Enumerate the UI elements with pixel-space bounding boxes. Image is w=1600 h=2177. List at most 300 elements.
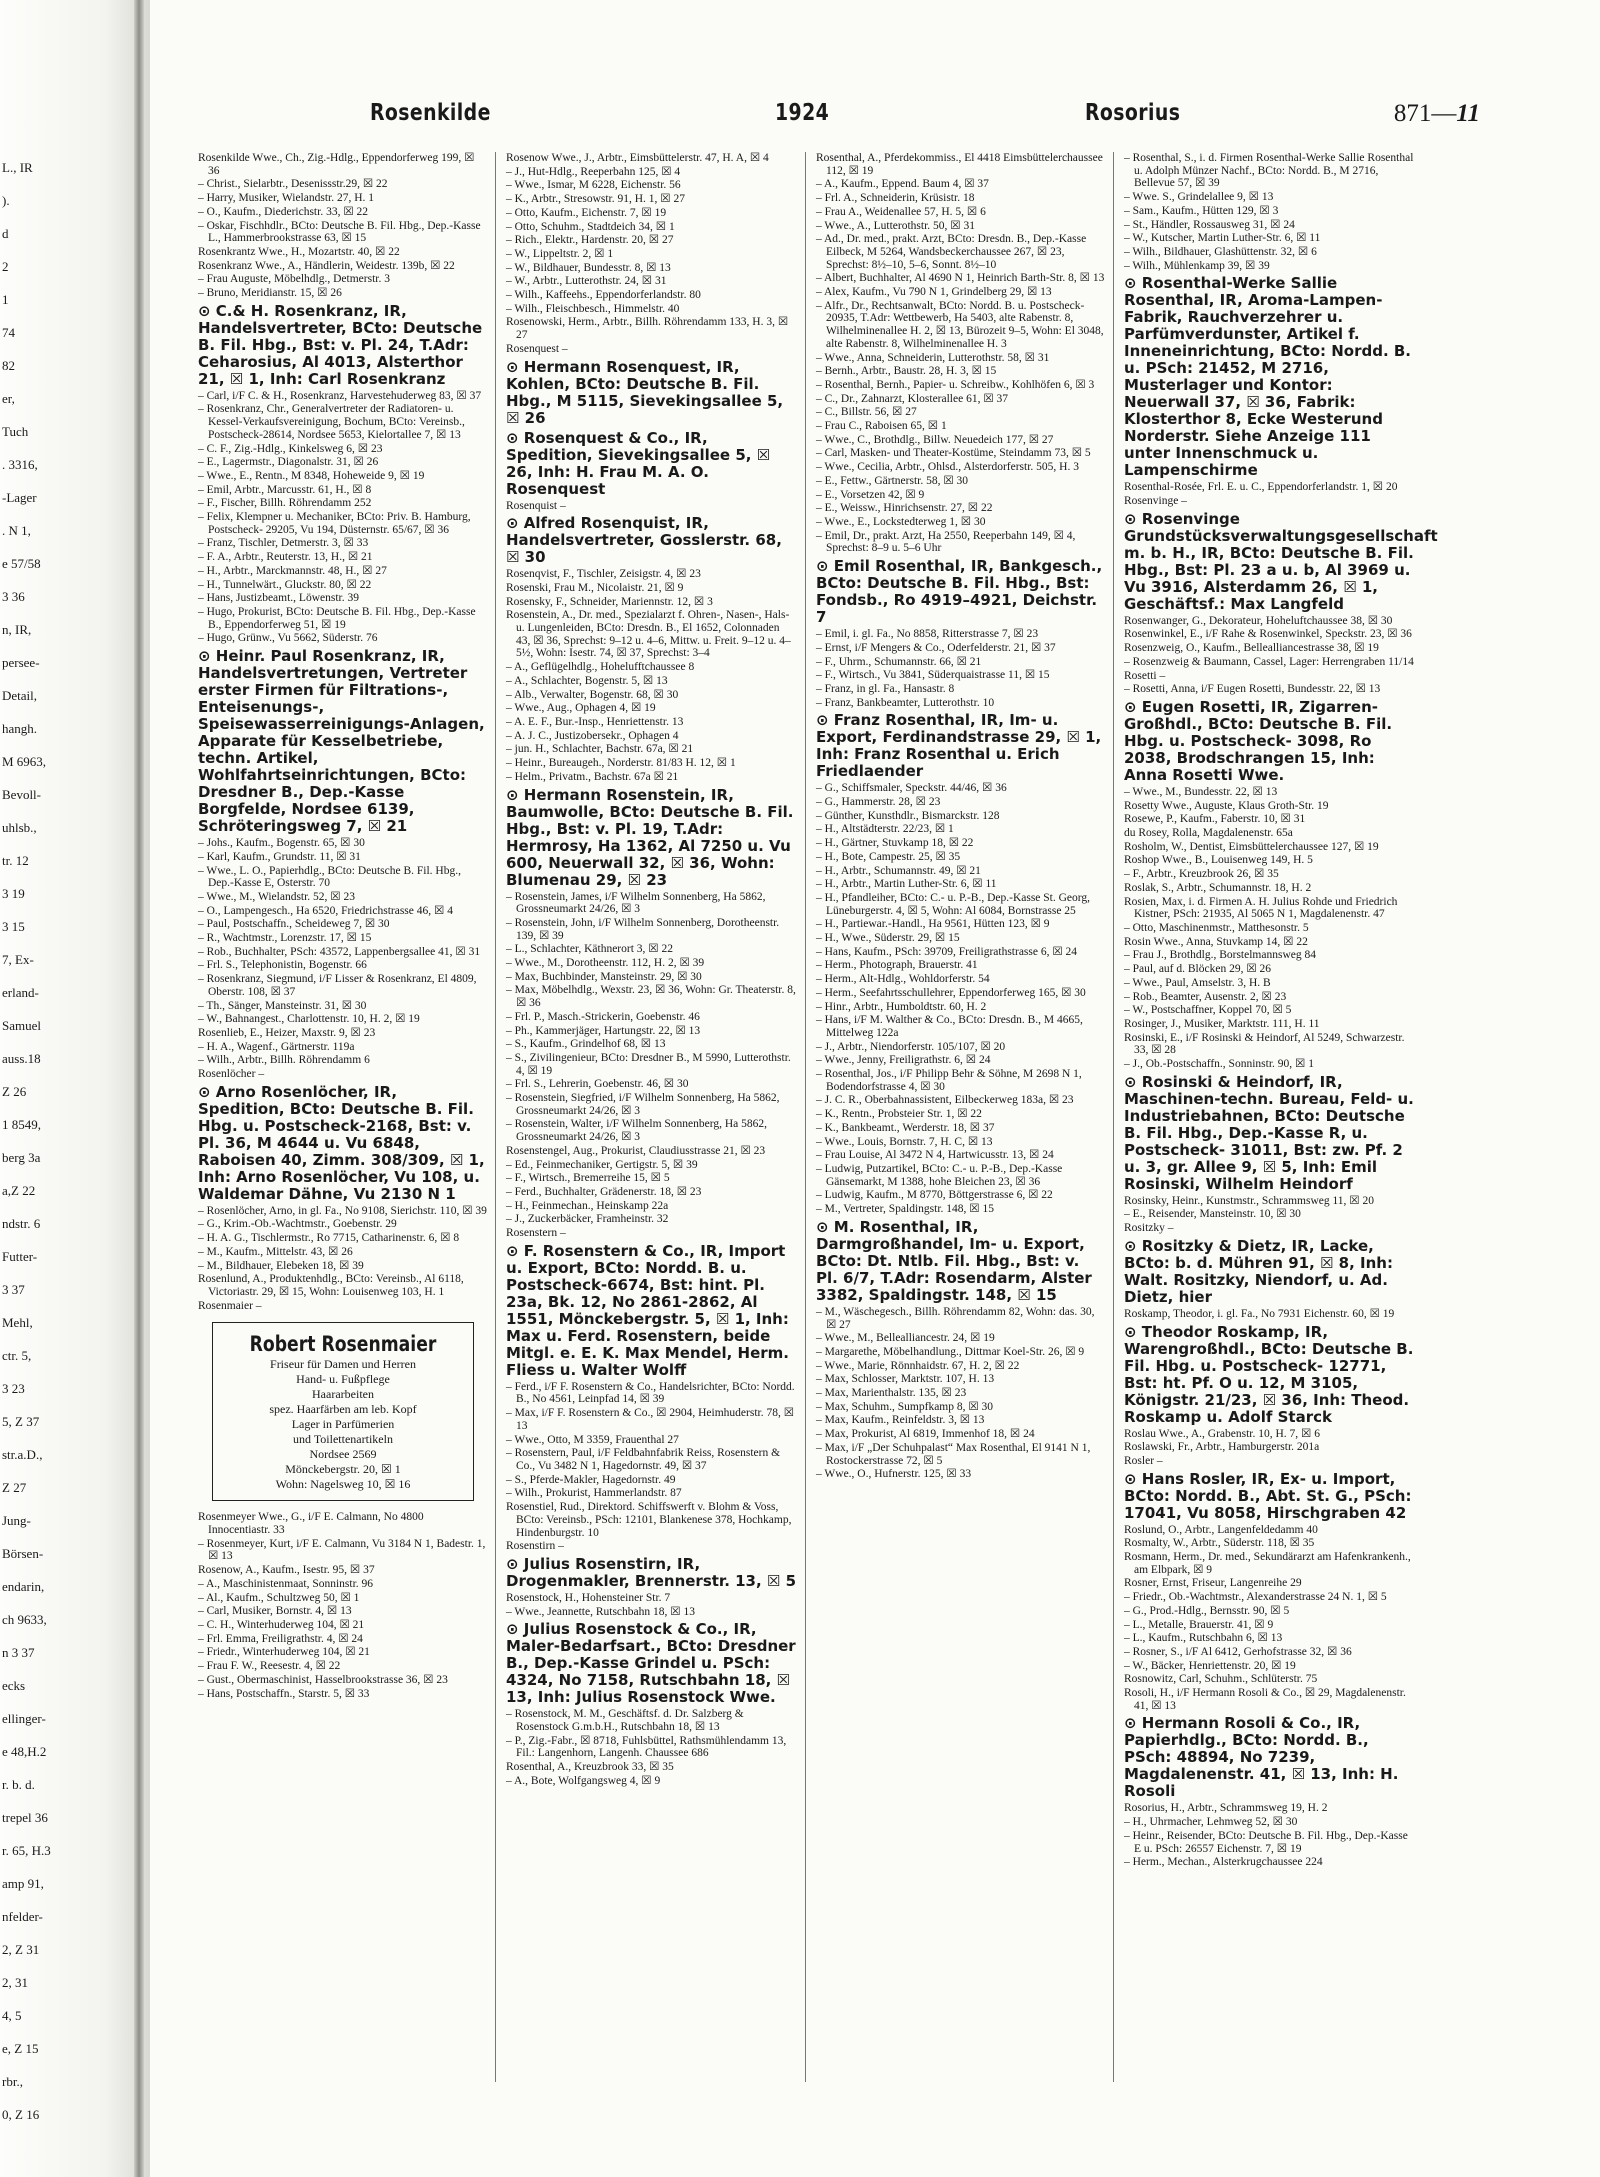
directory-entry: – Otto, Maschinenmstr., Matthesonstr. 5 xyxy=(1124,921,1309,934)
directory-entry: – A. E. F., Bur.-Insp., Henriettenstr. 13 xyxy=(506,715,684,728)
directory-entry: – A., Bote, Wolfgangsweg 4, ☒ 9 xyxy=(506,1774,661,1787)
directory-entry: – F. A., Arbtr., Reuterstr. 13, H., ☒ 21 xyxy=(198,551,373,564)
directory-entry: – Rosenthal, Jos., i/F Philipp Behr & Söhne, M 2698 N 1, Bodendorfstrasse 4, ☒ 30 xyxy=(816,1068,1082,1093)
directory-entry: – O., Kaufm., Diederichstr. 33, ☒ 22 xyxy=(198,205,369,218)
directory-entry: Rosenstock, H., Hohensteiner Str. 7 xyxy=(506,1591,671,1604)
directory-entry: – Herm., Alt-Hdlg., Wohldorferstr. 54 xyxy=(816,973,990,986)
directory-entry: – Frau C., Raboisen 65, ☒ 1 xyxy=(816,420,947,433)
directory-entry: Rosler – xyxy=(1124,1454,1163,1467)
directory-entry: Rosenquist – xyxy=(506,499,566,512)
directory-entry: Rosmann, Herm., Dr. med., Sekundärarzt am Hafenkrankenh., am Elbpark, ☒ 9 xyxy=(1124,1551,1411,1576)
directory-entry: – S., Kaufm., Grindelhof 68, ☒ 13 xyxy=(506,1038,666,1051)
gutter-fragment: tr. 12 xyxy=(2,853,29,868)
directory-entry: – Rob., Buchhalter, PSch: 43572, Lappenbergsallee 41, ☒ 31 xyxy=(198,945,481,958)
gutter-fragment: 1 xyxy=(2,292,9,307)
gutter-fragment: auss.18 xyxy=(2,1051,41,1066)
directory-entry: – F., Wirtsch., Bremerreihe 15, ☒ 5 xyxy=(506,1172,670,1185)
gutter-fragment: r. b. d. xyxy=(2,1777,35,1792)
firm-entry: ⊙ Alfred Rosenquist, IR, Handelsvertreter, Gosslerstr. 68, ☒ 30 xyxy=(506,514,782,567)
directory-entry: – Rosenstein, James, i/F Wilhelm Sonnenberg, Ha 5862, Grossneumarkt 24/26, ☒ 3 xyxy=(506,890,766,916)
directory-entry: – Herm., Seefahrtsschullehrer, Eppendorferweg 165, ☒ 30 xyxy=(816,986,1086,999)
gutter-fragment: r. 65, H.3 xyxy=(2,1843,51,1858)
directory-entry: – Rosner, S., i/F Al 6412, Gerhofstrasse 32, ☒ 36 xyxy=(1124,1645,1352,1658)
gutter-fragment: Mehl, xyxy=(2,1315,33,1330)
directory-entry: – Carl, Musiker, Bornstr. 4, ☒ 13 xyxy=(198,1605,352,1618)
gutter-fragment: hangh. xyxy=(2,721,38,736)
gutter-fragment: e, Z 15 xyxy=(2,2041,39,2056)
directory-entry: – Max, i/F „Der Schuhpalast“ Max Rosenthal, El 9141 N 1, Rostockerstrasse 72, ☒ 5 xyxy=(816,1441,1091,1467)
directory-entry: – Wwe., M., Dorotheenstr. 112, H. 2, ☒ 39 xyxy=(506,957,705,970)
gutter-fragment: amp 91, xyxy=(2,1876,44,1891)
directory-column-2 xyxy=(506,152,796,1789)
firm-entry: ⊙ Rosinski & Heindorf, IR, Maschinen-techn. Bureau, Feld- u. Industriebahnen, BCto: Deutsche B. Fil. Hbg., Dep.-Kasse R, u. Postscheck- 31011, Bst: zw. Pf. 2 u. 3, gr. Allee 9, ☒ 5, Inh: Emil Rosinski, Wilhelm Heindorf xyxy=(1124,1072,1414,1193)
directory-entry: Rosenkranz Wwe., A., Händlerin, Weidestr. 139b, ☒ 22 xyxy=(198,259,455,272)
directory-entry: Rosenkilde Wwe., Ch., Zig.-Hdlg., Eppendorferweg 199, ☒ 36 xyxy=(198,152,475,177)
directory-entry: – S., Zivilingenieur, BCto: Dresdner B., M 5990, Lutterothstr. 4, ☒ 19 xyxy=(506,1051,791,1077)
directory-entry: – Rob., Beamter, Ausenstr. 2, ☒ 23 xyxy=(1124,990,1287,1003)
directory-entry: – Ph., Kammerjäger, Hartungstr. 22, ☒ 13 xyxy=(506,1024,701,1037)
gutter-fragment: 1 8549, xyxy=(2,1117,41,1132)
firm-entry: ⊙ Rosenvinge Grundstücksverwaltungsgesellschaft m. b. H., IR, BCto: Deutsche B. Fil. Hbg., Bst: Pl. 23 a u. b, Al 3969 u. Vu 3916, Alsterdamm 26, ☒ 1, Geschäftsf.: Max Langfeld xyxy=(1124,509,1438,613)
directory-entry: – O., Lampengesch., Ha 6520, Friedrichstrasse 46, ☒ 4 xyxy=(198,904,453,917)
directory-entry: – G., Krim.-Ob.-Wachtmstr., Goebenstr. 29 xyxy=(198,1218,397,1231)
directory-entry: – Wwe., A., Lutterothstr. 50, ☒ 31 xyxy=(816,219,975,232)
page-number: 871—11 xyxy=(1393,100,1480,127)
directory-entry: – Max, i/F F. Rosenstern & Co., ☒ 2904, Heimhuderstr. 78, ☒ 13 xyxy=(506,1407,795,1432)
gutter-fragment: uhlsb., xyxy=(2,820,37,835)
gutter-fragment: 2, Z 31 xyxy=(2,1942,40,1957)
directory-entry: – Ludwig, Kaufm., M 8770, Böttgerstrasse 6, ☒ 22 xyxy=(816,1189,1053,1202)
directory-entry: – Rosetti, Anna, i/F Eugen Rosetti, Bundesstr. 22, ☒ 13 xyxy=(1124,683,1381,696)
gutter-fragment: Z 26 xyxy=(2,1084,27,1099)
directory-entry: – K., Rentn., Probsteier Str. 1, ☒ 22 xyxy=(816,1108,982,1121)
directory-entry: Roslawski, Fr., Arbtr., Hamburgerstr. 201a xyxy=(1124,1441,1320,1454)
directory-entry: – H. A. G., Tischlermstr., Ro 7715, Catharinenstr. 6, ☒ 8 xyxy=(198,1232,460,1245)
directory-entry: – H., Arbtr., Martin Luther-Str. 6, ☒ 11 xyxy=(816,878,997,891)
advertisement-box xyxy=(212,1322,474,1501)
advertisement-line: Lager in Parfümerien xyxy=(291,1417,395,1432)
firm-entry: ⊙ Rositzky & Dietz, IR, Lacke, BCto: b. d. Mühren 91, ☒ 8, Inh: Walt. Rositzky, Niendorf, u. Ad. Dietz, hier xyxy=(1124,1236,1393,1306)
directory-entry: Rosnowitz, Carl, Schuhm., Schlüterstr. 75 xyxy=(1124,1673,1318,1686)
advertisement-line: Haararbeiten xyxy=(312,1387,374,1402)
directory-entry: – K., Arbtr., Stresowstr. 91, H. 1, ☒ 27 xyxy=(506,193,685,206)
gutter-fragment: 2 xyxy=(2,259,9,274)
directory-entry: Rosien, Max, i. d. Firmen A. H. Julius Rohde und Friedrich Kistner, PSch: 21935, Al 5065 N 1, Magdalenenstr. 47 xyxy=(1124,895,1398,921)
directory-entry: – Friedr., Ob.-Wachtmstr., Alexanderstrasse 24 N. 1, ☒ 5 xyxy=(1124,1591,1387,1604)
directory-entry: – W., Kutscher, Martin Luther-Str. 6, ☒ 11 xyxy=(1124,232,1321,245)
directory-entry: – Rich., Elektr., Hardenstr. 20, ☒ 27 xyxy=(506,234,674,247)
advertisement-title: Robert Rosenmaier xyxy=(249,1332,437,1357)
directory-entry: – Max, Kaufm., Reinfeldstr. 3, ☒ 13 xyxy=(816,1414,985,1427)
directory-entry: – Ed., Feinmechaniker, Gertigstr. 5, ☒ 39 xyxy=(506,1158,698,1171)
directory-entry: – F., Wirtsch., Vu 3841, Süderquaistrasse 11, ☒ 15 xyxy=(816,669,1050,682)
directory-entry: – Rosenkranz, Chr., Generalvertreter der Radiatoren- u. Kessel-Verkaufsvereinigung, Bochum, BCto: Vereinsb., Postscheck-28614, Nordsee 5653, Kielortallee 7, ☒ 13 xyxy=(198,403,465,441)
running-header xyxy=(160,100,1480,140)
directory-entry: Rosner, Ernst, Friseur, Langenreihe 29 xyxy=(1124,1577,1302,1590)
directory-entry: – Wilh., Fleischbesch., Himmelstr. 40 xyxy=(506,302,680,315)
directory-entry: – A., Kaufm., Eppend. Baum 4, ☒ 37 xyxy=(816,178,989,191)
directory-entry: – Frl. Emma, Freiligrathstr. 4, ☒ 24 xyxy=(198,1632,363,1645)
directory-entry: – Otto, Kaufm., Eichenstr. 7, ☒ 19 xyxy=(506,206,667,219)
firm-entry: ⊙ Heinr. Paul Rosenkranz, IR, Handelsvertretungen, Vertreter erster Firmen für Filtrations-, Enteisenungs-, Speisewasserreinigungs-Anlagen, Apparate für Kesselbetriebe, techn. Artikel, Wohlfahrtseinrichtungen, BCto: Dresdner B., Dep.-Kasse Borgfelde, Nordsee 6139, Schröteringsweg 7, ☒ 21 xyxy=(198,647,485,836)
directory-entry: du Rosey, Rolla, Magdalenenstr. 65a xyxy=(1124,827,1293,840)
directory-entry: – Wwe., E., Lockstedterweg 1, ☒ 30 xyxy=(816,515,986,528)
directory-entry: – A. J. C., Justizobersekr., Ophagen 4 xyxy=(506,729,679,742)
directory-entry: – Carl, Masken- und Theater-Kostüme, Steindamm 73, ☒ 5 xyxy=(816,447,1091,460)
directory-entry: – E., Reisender, Mansteinstr. 10, ☒ 30 xyxy=(1124,1208,1301,1221)
directory-entry: – H., Arbtr., Schumannstr. 49, ☒ 21 xyxy=(816,864,981,877)
directory-entry: – H., Arbtr., Marckmannstr. 48, H., ☒ 27 xyxy=(198,564,387,577)
directory-entry: – Wwe., Cecilia, Arbtr., Ohlsd., Alsterdorferstr. 505, H. 3 xyxy=(816,461,1079,474)
directory-entry: – Carl, i/F C. & H., Rosenkranz, Harvestehuderweg 83, ☒ 37 xyxy=(198,389,482,402)
gutter-fragment: 3 23 xyxy=(2,1381,25,1396)
directory-entry: – W., Bäcker, Henriettenstr. 20, ☒ 19 xyxy=(1124,1659,1296,1672)
directory-entry: – Wwe., Aug., Ophagen 4, ☒ 19 xyxy=(506,702,656,715)
gutter-fragment: Samuel xyxy=(2,1018,41,1033)
gutter-fragment: Futter- xyxy=(2,1249,38,1264)
directory-entry: – W., Bahnangest., Charlottenstr. 10, H. 2, ☒ 19 xyxy=(198,1013,420,1026)
directory-entry: – Hans, Kaufm., PSch: 39709, Freiligrathstrasse 6, ☒ 24 xyxy=(816,945,1078,958)
directory-entry: – Frl. A., Schneiderin, Krüsistr. 18 xyxy=(816,192,975,205)
gutter-fragment: ellinger- xyxy=(2,1711,46,1726)
directory-entry: – Rosenthal, S., i. d. Firmen Rosenthal-Werke Sallie Rosenthal u. Adolph Münzer Nachf., BCto: Nordd. B., M 2716, Bellevue 57, ☒ 39 xyxy=(1124,152,1414,190)
directory-entry: – Max, Prokurist, Al 6819, Immenhof 18, ☒ 24 xyxy=(816,1428,1035,1441)
directory-entry: – G., Schiffsmaler, Speckstr. 44/46, ☒ 36 xyxy=(816,782,1007,795)
directory-entry: – L., Metalle, Brauerstr. 41, ☒ 9 xyxy=(1124,1618,1274,1631)
directory-entry: – Wilh., Arbtr., Billh. Röhrendamm 6 xyxy=(198,1054,370,1067)
gutter-fragment: 3 19 xyxy=(2,886,25,901)
gutter-fragment: e 48,H.2 xyxy=(2,1744,47,1759)
gutter-fragment: ecks xyxy=(2,1678,26,1693)
directory-entry: – Heinr., Reisender, BCto: Deutsche B. Fil. Hbg., Dep.-Kasse E u. PSch: 26557 Eichenstr. 7, ☒ 19 xyxy=(1124,1829,1408,1855)
directory-entry: – Sam., Kaufm., Hütten 129, ☒ 3 xyxy=(1124,204,1279,217)
directory-entry: Rosenmeyer Wwe., G., i/F E. Calmann, No 4800 Innocentiastr. 33 xyxy=(198,1511,424,1537)
gutter-fragment: Z 27 xyxy=(2,1480,27,1495)
directory-entry: – Wwe., M., Bundesstr. 22, ☒ 13 xyxy=(1124,785,1278,798)
directory-entry: – jun. H., Schlachter, Bachstr. 67a, ☒ 21 xyxy=(506,743,694,756)
directory-entry: – Wwe., M., Bellealliancestr. 24, ☒ 19 xyxy=(816,1332,995,1345)
directory-entry: – A., Schlachter, Bogenstr. 5, ☒ 13 xyxy=(506,674,668,687)
directory-entry: Rosenthal-Rosée, Frl. E. u. C., Eppendorferlandstr. 1, ☒ 20 xyxy=(1124,481,1398,494)
directory-entry: Rosenqvist, F., Tischler, Zeisigstr. 4, ☒ 23 xyxy=(506,568,701,581)
directory-entry: – Rosenstein, Siegfried, i/F Wilhelm Sonnenberg, Ha 5862, Grossneumarkt 24/26, ☒ 3 xyxy=(506,1092,780,1117)
directory-entry: Rosinski, E., i/F Rosinski & Heindorf, Al 5249, Schwarzestr. 33, ☒ 28 xyxy=(1124,1031,1405,1057)
gutter-fragment: Detail, xyxy=(2,688,38,703)
directory-entry: Rositzky – xyxy=(1124,1222,1174,1235)
directory-entry: – Wwe., E., Rentn., M 8348, Hoheweide 9, ☒ 19 xyxy=(198,469,425,482)
directory-entry: – Frl. S., Lehrerin, Goebenstr. 46, ☒ 30 xyxy=(506,1078,689,1091)
gutter-fragment: Börsen- xyxy=(2,1546,44,1561)
gutter-fragment: 74 xyxy=(2,325,15,340)
directory-entry: – C. H., Winterhuderweg 104, ☒ 21 xyxy=(198,1619,365,1631)
directory-entry: – M., Vertreter, Spaldingstr. 148, ☒ 15 xyxy=(816,1203,994,1216)
directory-entry: – Franz, Tischler, Detmerstr. 3, ☒ 33 xyxy=(198,537,369,550)
firm-entry: ⊙ Rosenthal-Werke Sallie Rosenthal, IR, Aroma-Lampen-Fabrik, Rauchverzehrer u. Parfümverdunster, Artikel f. Inneneinrichtung, BCto: Nordd. B. u. PSch: 21452, M 2716, Musterlager und Kontor: Neuerwall 37, ☒ 36, Fabrik: Klosterthor 8, Ecke Westerund Norderstr. Siehe Anzeige 111 unter Innenschmuck u. Lampenschirme xyxy=(1124,274,1411,480)
column-rule xyxy=(805,152,806,2082)
directory-entry: – Rosenstock, M. M., Geschäftsf. d. Dr. Salzberg & Rosenstock G.m.b.H., Rutschbahn 18, ☒ 13 xyxy=(506,1708,744,1734)
firm-entry: ⊙ Julius Rosenstock & Co., IR, Maler-Bedarfsart., BCto: Dresdner B., Dep.-Kasse Grindel u. PSch: 4324, No 7158, Rutschbahn 18, ☒ 13, Inh: Julius Rosenstock Wwe. xyxy=(506,1620,796,1707)
book-spine xyxy=(134,0,144,2177)
directory-entry: Rosetti – xyxy=(1124,669,1166,682)
directory-entry: Rosenstirn – xyxy=(506,1540,564,1553)
firm-entry: ⊙ Theodor Roskamp, IR, Warengroßhdl., BCto: Deutsche B. Fil. Hbg. u. Postscheck- 12771, Bst: ht. Pf. O u. 12, M 3105, Königstr. 21/23, ☒ 36, Inh: Theod. Roskamp u. Adolf Starck xyxy=(1124,1322,1414,1426)
directory-entry: – Hugo, Prokurist, BCto: Deutsche B. Fil. Hbg., Dep.-Kasse B., Eppendorferweg 51, ☒ 19 xyxy=(198,605,476,631)
directory-entry: – E., Vorsetzen 42, ☒ 9 xyxy=(816,488,925,501)
directory-entry: Rosenstiel, Rud., Direktord. Schiffswerft v. Blohm & Voss, BCto: Vereinsb., PSch: 12101, Blankenese 378, Hochkamp, Hindenburgstr. 10 xyxy=(506,1501,792,1539)
advertisement-line: Hand- u. Fußpflege xyxy=(296,1372,390,1387)
gutter-fragment: persee- xyxy=(2,655,40,670)
directory-column-1 xyxy=(198,152,488,1701)
gutter-fragment: erland- xyxy=(2,985,39,1000)
firm-entry: ⊙ Emil Rosenthal, IR, Bankgesch., BCto: Deutsche B. Fil. Hbg., Bst: Fondsb., Ro 4919–4921, Deichstr. 7 xyxy=(816,557,1103,627)
directory-entry: – Wwe., Marie, Rönnhaidstr. 67, H. 2, ☒ 22 xyxy=(816,1359,1020,1372)
gutter-fragment: ). xyxy=(2,193,10,208)
directory-entry: – W., Arbtr., Lutterothstr. 24, ☒ 31 xyxy=(506,275,667,288)
gutter-fragment: n, IR, xyxy=(2,622,32,637)
directory-entry: – F., Fischer, Billh. Röhrendamm 252 xyxy=(198,497,372,510)
directory-entry: – L., Schlachter, Käthnerort 3, ☒ 22 xyxy=(506,943,673,956)
advertisement-line: Nordsee 2569 xyxy=(309,1447,377,1462)
directory-entry: Rosoli, H., i/F Hermann Rosoli & Co., ☒ 29, Magdalenenstr. 41, ☒ 13 xyxy=(1124,1687,1406,1712)
header-year: 1924 xyxy=(775,100,830,126)
gutter-fragment: nfelder- xyxy=(2,1909,43,1924)
directory-entry: – E., Lagermstr., Diagonalstr. 31, ☒ 26 xyxy=(198,456,379,469)
directory-entry: – Al., Kaufm., Schultzweg 50, ☒ 1 xyxy=(198,1591,360,1604)
firm-entry: ⊙ Julius Rosenstirn, IR, Drogenmakler, Brennerstr. 13, ☒ 5 xyxy=(506,1554,797,1590)
directory-entry: – H., Partiewar.-Handl., Ha 9561, Hütten 123, ☒ 9 xyxy=(816,918,1050,931)
directory-entry: – Hugo, Grünw., Vu 5662, Süderstr. 76 xyxy=(198,632,378,645)
header-left-word: Rosenkilde xyxy=(370,100,491,126)
directory-entry: – Bernh., Arbtr., Baustr. 28, H. 3, ☒ 15 xyxy=(816,365,997,378)
gutter-fragment: er, xyxy=(2,391,15,406)
gutter-fragment: trepel 36 xyxy=(2,1810,48,1825)
directory-entry: – S., Pferde-Makler, Hagedornstr. 49 xyxy=(506,1473,676,1486)
directory-entry: – Herm., Mechan., Alsterkrugchaussee 224 xyxy=(1124,1856,1323,1869)
gutter-fragment: e 57/58 xyxy=(2,556,41,571)
directory-entry: Rosenlund, A., Produktenhdlg., BCto: Vereinsb., Al 6118, Victoriastr. 29, ☒ 15, Wohn: Louisenweg 103, H. 1 xyxy=(198,1273,464,1298)
directory-entry: – Gust., Obermaschinist, Hasselbrookstrasse 36, ☒ 23 xyxy=(198,1673,448,1686)
directory-entry: – H., Altstädterstr. 22/23, ☒ 1 xyxy=(816,823,954,836)
directory-entry: – Rosenmeyer, Kurt, i/F E. Calmann, Vu 3184 N 1, Badestr. 1, ☒ 13 xyxy=(198,1537,486,1563)
directory-entry: – Wilh., Bildhauer, Glashüttenstr. 32, ☒ 6 xyxy=(1124,245,1317,258)
advertisement-line: spez. Haarfärben am leb. Kopf xyxy=(269,1402,417,1417)
directory-entry: – E., Fettw., Gärtnerstr. 58, ☒ 30 xyxy=(816,474,969,487)
gutter-fragment: . N 1, xyxy=(2,523,31,538)
directory-entry: – Frl. S., Telephonistin, Bogenstr. 66 xyxy=(198,959,367,972)
directory-entry: – Wwe., O., Hufnerstr. 125, ☒ 33 xyxy=(816,1468,972,1481)
directory-entry: Rosenkrantz Wwe., H., Mozartstr. 40, ☒ 22 xyxy=(198,245,400,258)
directory-entry: – Albert, Buchhalter, Al 4690 N 1, Heinrich Barth-Str. 8, ☒ 13 xyxy=(816,272,1105,285)
directory-entry: – Wwe., L. O., Papierhdlg., BCto: Deutsche B. Fil. Hbg., Dep.-Kasse E, Osterstr. 70 xyxy=(198,864,461,890)
directory-entry: – G., Prod.-Hdlg., Bernsstr. 90, ☒ 5 xyxy=(1124,1604,1290,1617)
directory-entry: – Christ., Sielarbtr., Desenissstr.29, ☒ 22 xyxy=(198,178,388,191)
directory-entry: Rosenow, A., Kaufm., Isestr. 95, ☒ 37 xyxy=(198,1564,375,1577)
gutter-fragment: 3 15 xyxy=(2,919,25,934)
directory-entry: – P., Zig.-Fabr., ☒ 8718, Fuhlsbüttel, Rathsmühlendamm 13, Fil.: Langenhorn, Langenh. Chaussee 686 xyxy=(506,1734,787,1760)
directory-entry: – H., Pfandleiher, BCto: C.- u. P.-B., Dep.-Kasse St. Georg, Lüneburgerstr. 4, ☒ 5, Wohn: Al 6084, Bornstrasse 25 xyxy=(816,891,1091,917)
firm-entry: ⊙ Arno Rosenlöcher, IR, Spedition, BCto: Deutsche B. Fil. Hbg. u. Postscheck-2168, Bst: v. Pl. 36, M 4644 u. Vu 6848, Raboisen 40, Zimm. 308/309, ☒ 1, Inh: Arno Rosenlöcher, Vu 108, u. Waldemar Dähne, Vu 2130 N 1 xyxy=(198,1082,485,1203)
directory-entry: – Emil, i. gl. Fa., No 8858, Ritterstrasse 7, ☒ 23 xyxy=(816,628,1039,641)
gutter-fragment: str.a.D., xyxy=(2,1447,43,1462)
gutter-fragment: 0, Z 16 xyxy=(2,2107,40,2122)
firm-entry: ⊙ M. Rosenthal, IR, Darmgroßhandel, Im- u. Export, BCto: Dt. Ntlb. Fil. Hbg., Bst: v. Pl. 6/7, T.Adr: Rosendarm, Alster 3382, Spaldingstr. 148, ☒ 15 xyxy=(816,1217,1092,1304)
directory-entry: – St., Händler, Rossausweg 31, ☒ 24 xyxy=(1124,218,1295,231)
directory-entry: – Frl. P., Masch.-Strickerin, Goebenstr. 46 xyxy=(506,1010,700,1023)
directory-entry: – Oskar, Fischhdlr., BCto: Deutsche B. Fil. Hbg., Dep.-Kasse L., Hammerbrookstrasse 63, ☒ 15 xyxy=(198,219,481,245)
directory-entry: – Margarethe, Möbelhandlung., Dittmar Koel-Str. 26, ☒ 9 xyxy=(816,1345,1085,1358)
directory-entry: – Max, Buchbinder, Mansteinstr. 29, ☒ 30 xyxy=(506,970,702,983)
directory-entry: – Wwe., Jenny, Freiligrathstr. 6, ☒ 24 xyxy=(816,1054,991,1067)
directory-entry: – Wwe., Jeannette, Rutschbahn 18, ☒ 13 xyxy=(506,1605,695,1618)
directory-entry: – Rosenthal, Bernh., Papier- u. Schreibw., Kohlhöfen 6, ☒ 3 xyxy=(816,378,1095,391)
directory-entry: – Ferd., i/F F. Rosenstern & Co., Handelsrichter, BCto: Nordd. B., No 4561, Leinpfad 14, ☒ 39 xyxy=(506,1380,795,1406)
directory-entry: Rosenvinge – xyxy=(1124,495,1187,508)
directory-entry: Rosenthal, A., Pferdekommiss., El 4418 Eimsbüttelerchaussee 112, ☒ 19 xyxy=(816,152,1103,177)
directory-entry: – H. A., Wagenf., Gärtnerstr. 119a xyxy=(198,1040,355,1053)
directory-entry: – H., Gärtner, Stuvkamp 18, ☒ 22 xyxy=(816,837,974,850)
directory-entry: Rosetty Wwe., Auguste, Klaus Groth-Str. 19 xyxy=(1124,799,1329,812)
directory-entry: – Th., Sänger, Mansteinstr. 31, ☒ 30 xyxy=(198,999,367,1012)
directory-entry: – J., Zuckerbäcker, Framheinstr. 32 xyxy=(506,1213,669,1226)
gutter-fragment: ctr. 5, xyxy=(2,1348,32,1363)
firm-entry: ⊙ Eugen Rosetti, IR, Zigarren-Großhdl., BCto: Deutsche B. Fil. Hbg. u. Postscheck- 3098, Ro 2038, Brodschrangen 15, Inh: Anna Rosetti Wwe. xyxy=(1124,697,1393,784)
gutter-fragment: L., IR xyxy=(2,160,33,175)
directory-entry: – Karl, Kaufm., Grundstr. 11, ☒ 31 xyxy=(198,850,361,863)
directory-entry: – Rosenstein, John, i/F Wilhelm Sonnenberg, Dorotheenstr. 139, ☒ 39 xyxy=(506,916,780,942)
directory-entry: – Max, Schlosser, Marktstr. 107, H. 13 xyxy=(816,1373,995,1386)
directory-entry: – Harry, Musiker, Wielandstr. 27, H. 1 xyxy=(198,192,375,205)
directory-entry: – Günther, Kunsthdlr., Bismarckstr. 128 xyxy=(816,809,1000,822)
directory-entry: Rosinsky, Heinr., Kunstmstr., Schrammsweg 11, ☒ 20 xyxy=(1124,1194,1374,1207)
directory-entry: – W., Postschaffner, Koppel 70, ☒ 5 xyxy=(1124,1004,1292,1017)
column-rule xyxy=(495,152,496,2082)
directory-entry: – Frau Auguste, Möbelhdlg., Detmerstr. 3 xyxy=(198,273,390,286)
directory-entry: Rosenow Wwe., J., Arbtr., Eimsbüttelerstr. 47, H. A, ☒ 4 xyxy=(506,152,769,164)
directory-entry: – Frau F. W., Reesestr. 4, ☒ 22 xyxy=(198,1660,341,1673)
gutter-fragment: 3 37 xyxy=(2,1282,25,1297)
directory-entry: – Rosenstern, Paul, i/F Feldbahnfabrik Reiss, Rosenstern & Co., Vu 3482 N 1, Hagedornstr. 49, ☒ 37 xyxy=(506,1447,781,1472)
directory-entry: Rosenzweig, O., Kaufm., Bellealliancestrasse 38, ☒ 19 xyxy=(1124,642,1379,655)
gutter-fragment: M 6963, xyxy=(2,754,47,769)
directory-entry: – H., Feinmechan., Heinskamp 22a xyxy=(506,1199,669,1212)
firm-entry: ⊙ Franz Rosenthal, IR, Im- u. Export, Ferdinandstrasse 29, ☒ 1, Inh: Franz Rosenthal u. Erich Friedlaender xyxy=(816,711,1102,781)
gutter-fragment: 5, Z 37 xyxy=(2,1414,40,1429)
directory-entry: – A., Maschinistenmaat, Sonninstr. 96 xyxy=(198,1577,374,1590)
directory-entry: – H., Tunnelwärt., Gluckstr. 80, ☒ 22 xyxy=(198,578,372,591)
directory-entry: – C., Dr., Zahnarzt, Klosterallee 61, ☒ 37 xyxy=(816,392,1009,405)
directory-entry: – M., Wäschegesch., Billh. Röhrendamm 82, Wohn: das. 30, ☒ 27 xyxy=(816,1305,1095,1331)
directory-entry: Rosenquest – xyxy=(506,342,568,355)
directory-entry: – Wwe., Otto, M 3359, Frauenthal 27 xyxy=(506,1433,679,1446)
directory-entry: Roskamp, Theodor, i. gl. Fa., No 7931 Eichenstr. 60, ☒ 19 xyxy=(1124,1307,1395,1320)
directory-entry: – Paul, Postschaffn., Scheideweg 7, ☒ 30 xyxy=(198,918,390,931)
directory-entry: Rosenthal, A., Kreuzbrook 33, ☒ 35 xyxy=(506,1761,674,1774)
directory-entry: – W., Lippeltstr. 2, ☒ 1 xyxy=(506,247,614,260)
directory-entry: Rosenlöcher – xyxy=(198,1068,265,1081)
firm-entry: ⊙ C.& H. Rosenkranz, IR, Handelsvertreter, BCto: Deutsche B. Fil. Hbg., Bst: v. Pl. 24, T.Adr: Ceharosius, Al 4013, Alsterthor 21, ☒ 1, Inh: Carl Rosenkranz xyxy=(198,301,483,388)
directory-entry: – Heinr., Bureaugeh., Norderstr. 81/83 H. 12, ☒ 1 xyxy=(506,757,736,770)
firm-entry: ⊙ Hans Rosler, IR, Ex- u. Import, BCto: Nordd. B., Abt. St. G., PSch: 17041, Vu 8058, Hirschgraben 42 xyxy=(1124,1469,1412,1522)
gutter-fragment: . 3316, xyxy=(2,457,38,472)
directory-entry: Rosenlieb, E., Heizer, Maxstr. 9, ☒ 23 xyxy=(198,1026,376,1039)
directory-entry: Roslund, O., Arbtr., Langenfeldedamm 40 xyxy=(1124,1523,1318,1536)
directory-entry: – Rosenlöcher, Arno, in gl. Fa., No 9108, Sierichstr. 110, ☒ 39 xyxy=(198,1204,487,1217)
gutter-fragment: Jung- xyxy=(2,1513,31,1528)
directory-entry: Rosmalty, W., Arbtr., Süderstr. 118, ☒ 35 xyxy=(1124,1537,1315,1550)
directory-entry: – Alfr., Dr., Rechtsanwalt, BCto: Nordd. B. u. Postscheck- 20935, T.Adr: Wettbewerb, Ha 5403, alte Rabenstr. 8, Wilhelminenallee H. 2, ☒ 13, Bürozeit 9–5, Wohn: El 3048, alte Rabenstr. 8, Wilhelminenallee H. 3 xyxy=(816,299,1104,350)
gutter-fragment: Tuch xyxy=(2,424,29,439)
directory-entry: – Helm., Privatm., Bachstr. 67a ☒ 21 xyxy=(506,770,679,783)
directory-entry: Rosensky, F., Schneider, Mariennstr. 12, ☒ 3 xyxy=(506,595,713,608)
directory-entry: – Felix, Klempner u. Mechaniker, BCto: Priv. B. Hamburg, Postscheck- 29205, Vu 194, Düsternstr. 65/67, ☒ 36 xyxy=(198,511,471,536)
directory-entry: – J. C. R., Oberbahnassistent, Eilbeckerweg 183a, ☒ 23 xyxy=(816,1094,1074,1107)
directory-entry: Rosenmaier – xyxy=(198,1299,262,1312)
directory-entry: Rosenwinkel, E., i/F Rahe & Rosenwinkel, Speckstr. 23, ☒ 36 xyxy=(1124,628,1412,641)
directory-entry: – F., Arbtr., Kreuzbrook 26, ☒ 35 xyxy=(1124,868,1279,881)
gutter-fragment: Bevoll- xyxy=(2,787,41,802)
directory-entry: – J., Arbtr., Niendorferstr. 105/107, ☒ 20 xyxy=(816,1040,1006,1053)
directory-entry: – G., Hammerstr. 28, ☒ 23 xyxy=(816,796,941,809)
directory-entry: – Wwe., Paul, Amselstr. 3, H. B xyxy=(1124,976,1271,989)
advertisement-line: und Toilettenartikeln xyxy=(293,1432,393,1447)
directory-entry: – Max, Schuhm., Sumpfkamp 8, ☒ 30 xyxy=(816,1400,994,1413)
directory-entry: – Friedr., Winterhuderweg 104, ☒ 21 xyxy=(198,1646,370,1659)
advertisement-line: Mönckebergstr. 20, ☒ 1 xyxy=(285,1462,401,1477)
directory-entry: Rosenstern – xyxy=(506,1227,566,1240)
directory-entry: – Herm., Photograph, Brauerstr. 41 xyxy=(816,959,978,972)
advertisement-line: Wohn: Nagelsweg 10, ☒ 16 xyxy=(275,1477,411,1492)
directory-entry: – H., Bote, Campestr. 25, ☒ 35 xyxy=(816,850,961,863)
gutter-fragment: 4, 5 xyxy=(2,2008,22,2023)
directory-entry: Rosenski, Frau M., Nicolaistr. 21, ☒ 9 xyxy=(506,581,684,594)
directory-entry: – C., Billstr. 56, ☒ 27 xyxy=(816,406,917,419)
firm-entry: ⊙ Rosenquest & Co., IR, Spedition, Sievekingsallee 5, ☒ 26, Inh: H. Frau M. A. O. Rosenquest xyxy=(506,428,771,498)
directory-entry: – Wwe., Anna, Schneiderin, Lutterothstr. 58, ☒ 31 xyxy=(816,351,1050,364)
header-right-word: Rosorius xyxy=(1085,100,1181,126)
directory-entry: – Franz, Bankbeamter, Lutterothstr. 10 xyxy=(816,696,995,709)
directory-entry: – M., Bildhauer, Elebeken 18, ☒ 39 xyxy=(198,1259,364,1272)
directory-entry: – J., Hut-Hdlg., Reeperbahn 125, ☒ 4 xyxy=(506,165,681,178)
gutter-fragment: n 3 37 xyxy=(2,1645,35,1660)
directory-entry: – Frau A., Weidenallee 57, H. 5, ☒ 6 xyxy=(816,205,986,218)
gutter-fragment: 3 36 xyxy=(2,589,25,604)
directory-entry: – Wwe., M., Wielandstr. 52, ☒ 23 xyxy=(198,890,355,903)
directory-entry: – Emil, Dr., prakt. Arzt, Ha 2550, Reeperbahn 149, ☒ 4, Sprechst: 8–9 u. 5–6 Uhr xyxy=(816,529,1076,555)
column-rule xyxy=(1113,152,1114,2082)
directory-entry: – J., Ob.-Postschaffn., Sonninstr. 90, ☒ 1 xyxy=(1124,1058,1314,1071)
gutter-fragment: d xyxy=(2,226,9,241)
advertisement-line: Friseur für Damen und Herren xyxy=(270,1357,416,1372)
directory-entry: – Max, Marienthalstr. 135, ☒ 23 xyxy=(816,1387,967,1400)
firm-entry: ⊙ Hermann Rosenquest, IR, Kohlen, BCto: Deutsche B. Fil. Hbg., M 5115, Sievekingsallee 5, ☒ 26 xyxy=(506,357,784,427)
gutter-fragment: a,Z 22 xyxy=(2,1183,36,1198)
directory-entry: Rosorius, H., Arbtr., Schrammsweg 19, H. 2 xyxy=(1124,1802,1328,1815)
directory-entry: Rosholm, W., Dentist, Eimsbüttelerchaussee 127, ☒ 19 xyxy=(1124,840,1379,853)
directory-entry: – Bruno, Meridianstr. 15, ☒ 26 xyxy=(198,287,342,300)
directory-entry: Roshop Wwe., B., Louisenweg 149, H. 5 xyxy=(1124,854,1313,867)
directory-column-4 xyxy=(1124,152,1438,1870)
directory-entry: – Max, Möbelhdlg., Wexstr. 23, ☒ 36, Wohn: Gr. Theaterstr. 8, ☒ 36 xyxy=(506,984,796,1010)
firm-entry: ⊙ Hermann Rosenstein, IR, Baumwolle, BCto: Deutsche B. Fil. Hbg., Bst: v. Pl. 19, T.Adr: Hermrosy, Ha 1362, Al 7250 u. Vu 600, Neuerwall 32, ☒ 36, Wohn: Blumenau 29, ☒ 23 xyxy=(506,785,794,889)
directory-entry: – Paul, auf d. Blöcken 29, ☒ 26 xyxy=(1124,963,1272,976)
directory-entry: Rosenstein, A., Dr. med., Spezialarzt f. Ohren-, Nasen-, Hals- u. Lungenleiden, BCto: Dresdn. B., El 1652, Colonnaden 43, ☒ 36, Sprechst: 9–12 u. 4–6, Mittw. u. Freit. 9–12 u. 4–5½, Wohn: Isestr. 74, ☒ 37, Sprechst: 3–4 xyxy=(506,609,791,660)
directory-entry: Rosin Wwe., Anna, Stuvkamp 14, ☒ 22 xyxy=(1124,935,1308,948)
directory-entry: – K., Bankbeamt., Werderstr. 18, ☒ 37 xyxy=(816,1121,995,1134)
directory-entry: – H., Wwe., Süderstr. 29, ☒ 15 xyxy=(816,932,960,945)
gutter-fragment: endarin, xyxy=(2,1579,45,1594)
directory-entry: – Ad., Dr. med., prakt. Arzt, BCto: Dresdn. B., Dep.-Kasse Eilbeck, M 5264, Wandsbeckerchaussee 267, ☒ 23, Sprechst: 8½–10, 5–6, Sonnt. 8½–10 xyxy=(816,233,1087,271)
gutter-fragment: ch 9633, xyxy=(2,1612,47,1627)
